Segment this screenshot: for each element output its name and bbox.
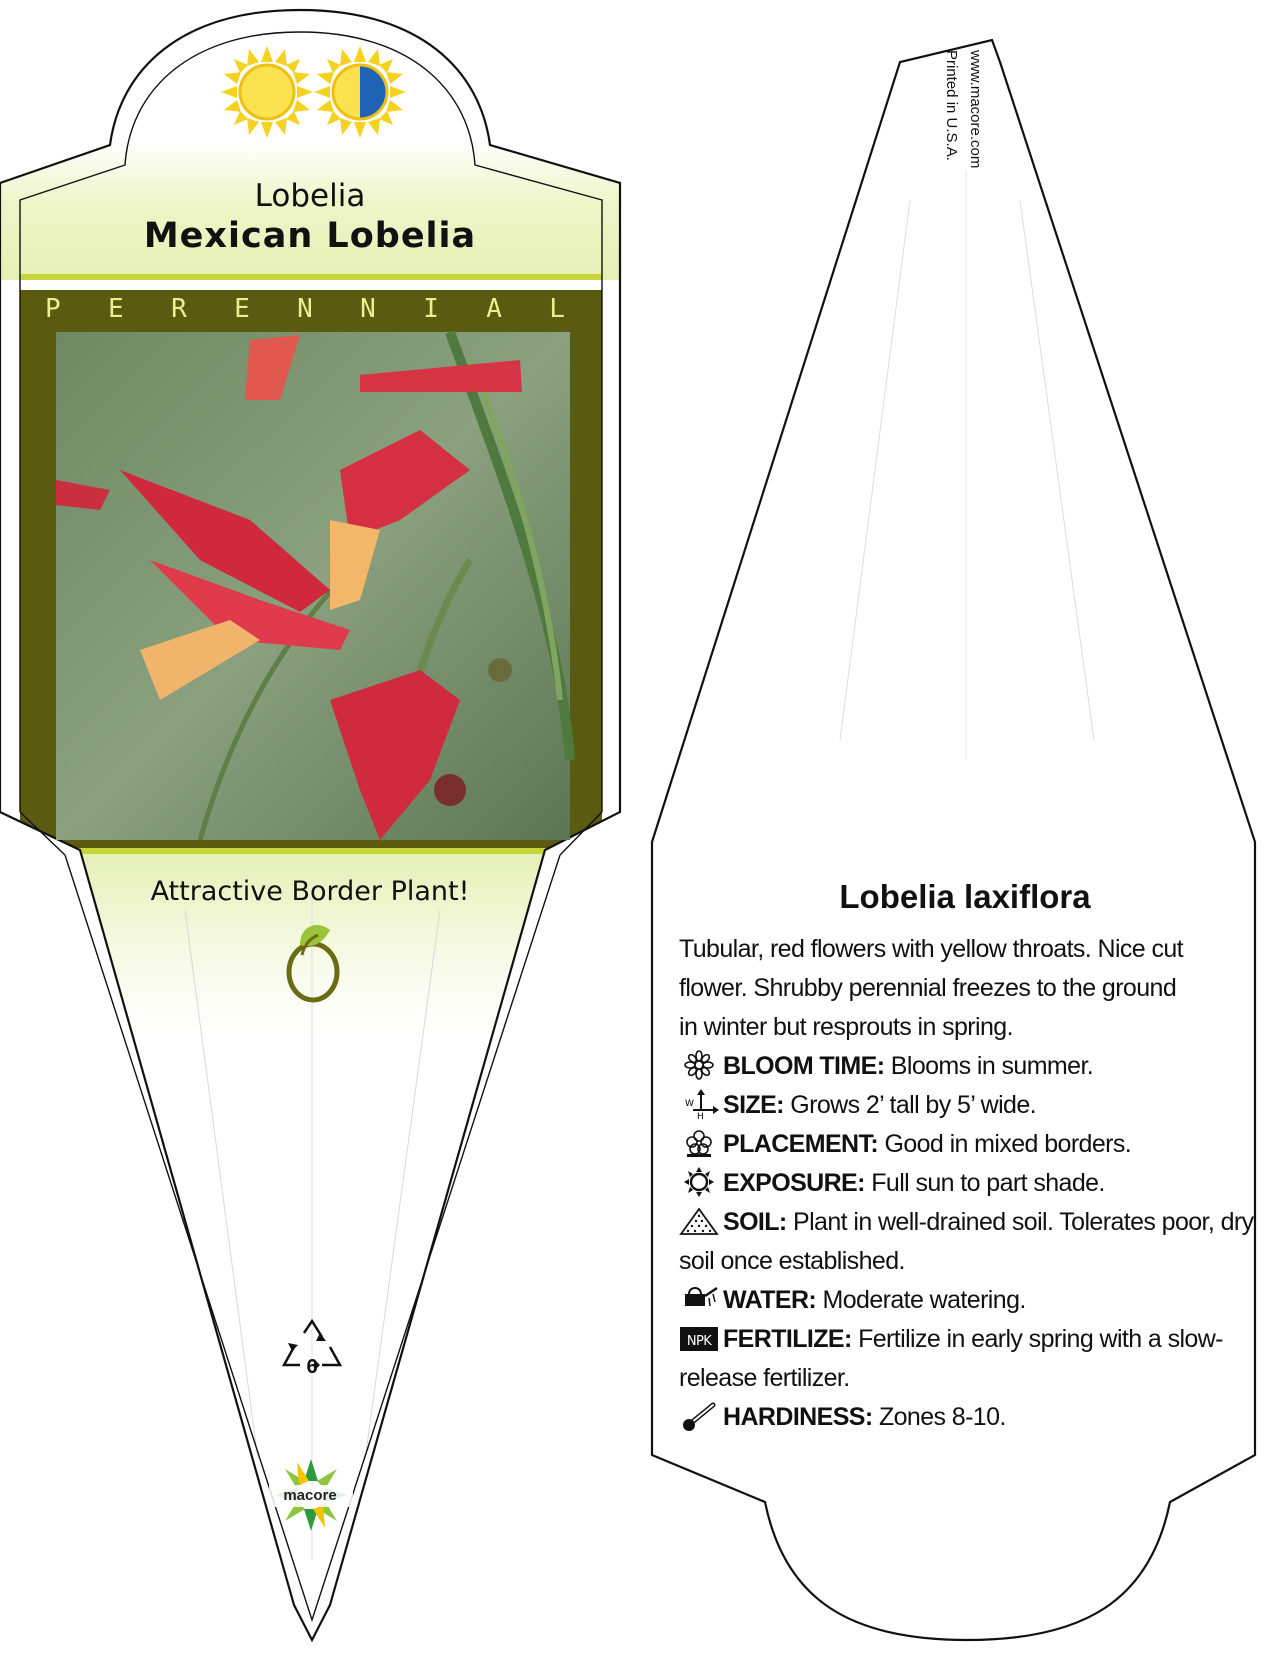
category-letter: R [171,294,187,324]
plant-genus: Lobelia [254,178,366,214]
attr-value: Fertilize in early spring with a slow-release fertilizer. [679,1325,1223,1392]
attr-label: WATER: [723,1286,817,1314]
attr-water [679,1281,1269,1320]
attr-value: Moderate watering. [822,1286,1026,1314]
attr-label: PLACEMENT: [723,1130,879,1158]
attr-size [679,1086,1269,1125]
attr-label: HARDINESS: [723,1403,873,1431]
placement-icon [679,1128,719,1158]
tagline: Attractive Border Plant! [150,876,470,907]
category-banner [35,294,575,328]
attr-label: FERTILIZE: [723,1325,852,1353]
soil-icon [679,1206,719,1236]
category-letter: P [45,294,61,324]
svg-text:H: H [697,1112,704,1119]
botanical-name: Lobelia laxiflora [839,878,1091,915]
attr-value: Full sun to part shade. [871,1169,1105,1197]
attr-value: Zones 8-10. [878,1403,1006,1431]
svg-text:W: W [685,1099,694,1109]
category-letter: L [549,294,565,324]
full-sun-icon [221,46,313,138]
plant-photo [56,332,570,840]
attr-label: EXPOSURE: [723,1169,865,1197]
size-icon [679,1089,719,1119]
watering-can-icon [679,1284,719,1314]
attr-value: Grows 2’ tall by 5’ wide. [790,1091,1037,1119]
attr-label: BLOOM TIME: [723,1052,885,1080]
sun-icon [679,1167,719,1197]
category-letter: E [234,294,250,324]
attr-soil [679,1203,1269,1281]
attr-fertilize [679,1320,1269,1398]
plant-common-name: Mexican Lobelia [143,216,477,256]
attr-value: Plant in well-drained soil. Tolerates poor, dry soil once established. [679,1208,1254,1275]
attr-value: Blooms in summer. [890,1052,1094,1080]
npk-icon [679,1323,719,1353]
attr-label: SOIL: [723,1208,787,1236]
category-letter: E [108,294,124,324]
attr-bloom-time [679,1047,1269,1086]
recycle-number: 6 [306,1356,318,1378]
category-letter: N [297,294,313,324]
svg-text:NPK: NPK [686,1334,712,1349]
category-letter: A [486,294,502,324]
attr-exposure [679,1164,1269,1203]
description-text: Tubular, red flowers with yellow throats. Nice cut flower. Shrubby perennial freezes to the ground in winter but resprouts in spring. [679,935,1184,1041]
attr-hardiness [679,1398,1269,1437]
brand-name: macore [283,1487,337,1504]
printed-in-label: Printed in U.S.A. [943,50,960,161]
flower-icon [679,1050,719,1080]
plant-description [679,930,1269,1437]
category-letter: I [423,294,439,324]
attr-label: SIZE: [723,1091,784,1119]
website-label: www.macore.com [967,50,984,169]
category-letter: N [360,294,376,324]
part-sun-icon [314,46,406,138]
attr-value: Good in mixed borders. [884,1130,1132,1158]
thermometer-icon [679,1401,719,1431]
attr-placement [679,1125,1269,1164]
